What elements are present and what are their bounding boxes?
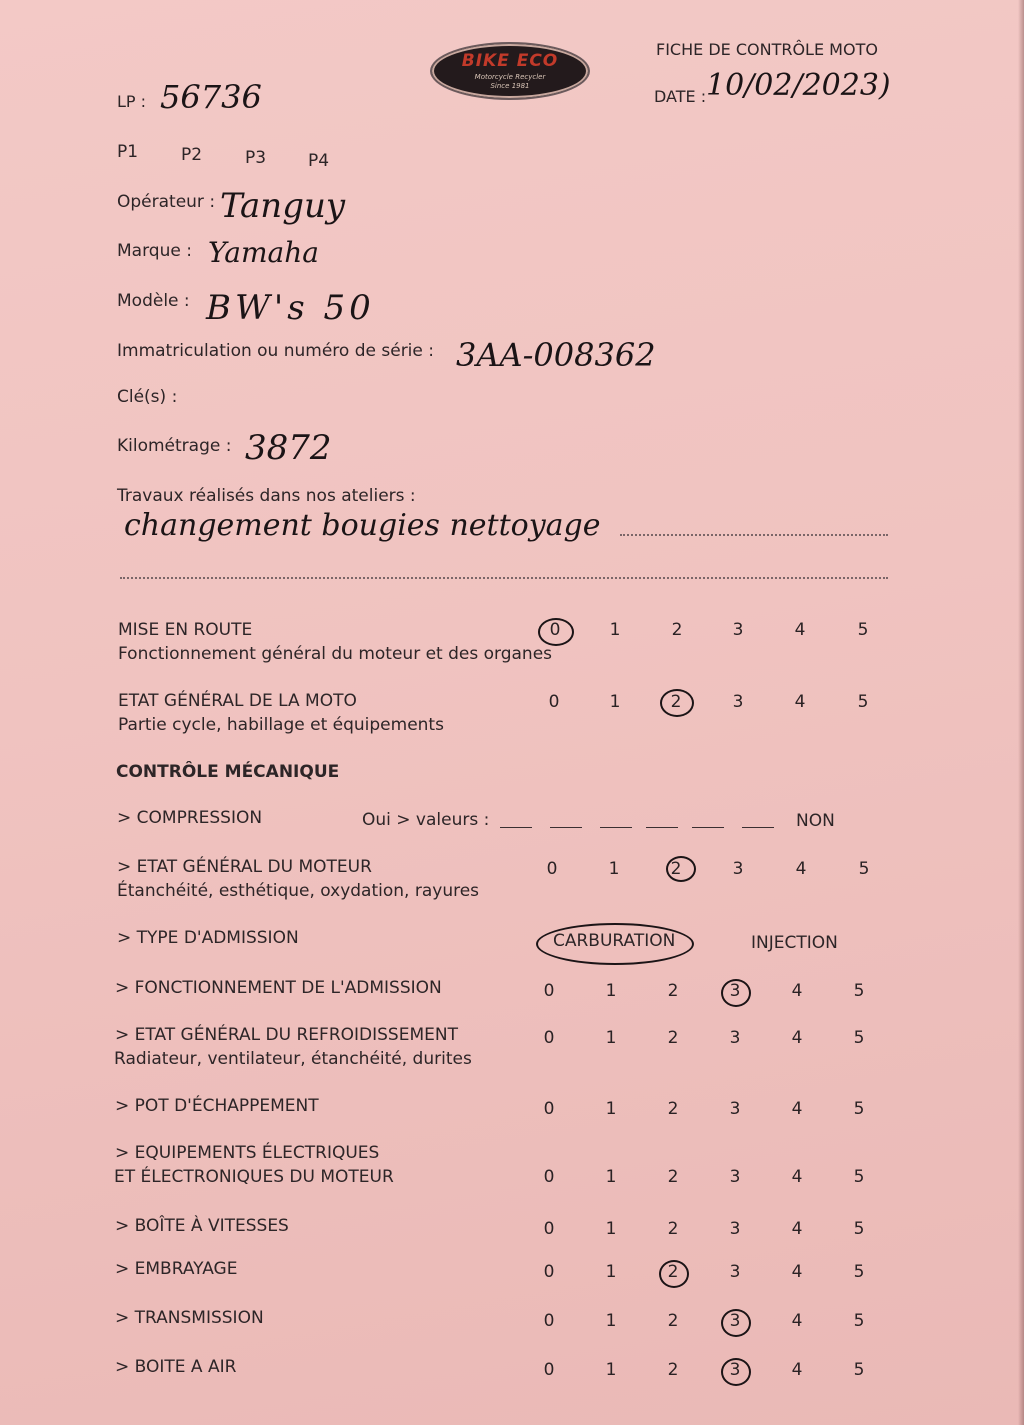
work-label: Travaux réalisés dans nos ateliers : [117,486,416,506]
scale-option: 4 [791,1167,803,1187]
scale-option: 2 [667,1219,679,1239]
scale-option: 5 [857,692,869,712]
date-label: DATE : [654,87,707,106]
rating-sub-etat-moto: Partie cycle, habillage et équipements [118,715,444,735]
scale-option: 3 [729,1262,741,1282]
engine-general-label: > ETAT GÉNÉRAL DU MOTEUR [117,857,372,877]
mech-row-label: > ETAT GÉNÉRAL DU REFROIDISSEMENT [115,1025,458,1045]
scale-option: 3 [729,1167,741,1187]
selection-circle [721,1358,751,1386]
scale-option: 3 [732,620,744,640]
admission-option-injection: INJECTION [751,933,838,953]
admission-option-carburation: CARBURATION [553,931,676,951]
scale-option: 2 [667,1360,679,1380]
position-p2: P2 [181,145,203,165]
compression-blank [742,827,774,828]
scale-option: 4 [791,1219,803,1239]
selection-circle [666,856,696,882]
compression-blank [692,827,724,828]
scale-option: 2 [667,1262,679,1282]
lp-value: 56736 [160,78,262,116]
brand-label: Marque : [117,241,192,261]
mech-row-label: > EQUIPEMENTS ÉLECTRIQUES [115,1143,380,1163]
rating-label-etat-moto: ETAT GÉNÉRAL DE LA MOTO [118,691,357,711]
engine-general-sub: Étanchéité, esthétique, oxydation, rayures [117,881,480,901]
compression-oui: Oui > valeurs : [362,810,490,830]
keys-label: Clé(s) : [117,387,178,407]
scale-option: 1 [605,1262,617,1282]
scale-option: 1 [605,1311,617,1331]
scale-option: 5 [853,1262,865,1282]
scale-option: 0 [543,1028,555,1048]
selection-circle [721,1309,751,1337]
scale-option: 4 [791,1360,803,1380]
mileage-label: Kilométrage : [117,436,232,456]
scale-option: 5 [857,620,869,640]
compression-blank [646,827,678,828]
mileage-value: 3872 [245,428,332,468]
registration-label: Immatriculation ou numéro de série : [117,341,434,361]
scale-option: 2 [670,692,682,712]
bike-eco-logo [430,42,590,100]
scale-option: 5 [853,1219,865,1239]
mech-row-label: > FONCTIONNEMENT DE L'ADMISSION [115,978,442,998]
mech-row-label: > BOÎTE À VITESSES [115,1216,289,1236]
mech-row-label: > TRANSMISSION [115,1308,264,1328]
scale-option: 4 [795,859,807,879]
scale-option: 3 [729,1360,741,1380]
compression-blank [600,827,632,828]
scale-option: 3 [729,1219,741,1239]
selection-circle [660,689,694,717]
logo-tagline-2: Since 1981 [490,82,530,90]
operator-value: Tanguy [220,186,346,226]
scale-option: 0 [546,859,558,879]
brand-value: Yamaha [208,236,319,269]
scale-option: 4 [791,1099,803,1119]
scale-option: 0 [543,1360,555,1380]
scale-option: 2 [671,620,683,640]
operator-label: Opérateur : [117,192,216,212]
selection-circle [721,979,751,1007]
scale-option: 2 [670,859,682,879]
scale-option: 4 [791,1028,803,1048]
scale-option: 0 [543,1099,555,1119]
scale-option: 0 [543,1262,555,1282]
registration-value: 3AA-008362 [456,336,656,374]
position-p3: P3 [245,148,267,168]
scale-option: 4 [791,981,803,1001]
scale-option: 3 [729,1028,741,1048]
scale-option: 3 [729,981,741,1001]
scale-option: 0 [548,692,560,712]
scale-option: 5 [853,1099,865,1119]
scale-option: 2 [667,1028,679,1048]
scale-option: 1 [605,1360,617,1380]
scale-option: 0 [543,1167,555,1187]
admission-type-label: > TYPE D'ADMISSION [117,928,299,948]
scale-option: 1 [605,1219,617,1239]
scale-option: 1 [609,692,621,712]
scale-option: 5 [853,1167,865,1187]
model-label: Modèle : [117,291,190,311]
logo-brand: BIKE ECO [461,51,559,71]
scale-option: 5 [858,859,870,879]
selection-circle [659,1260,689,1288]
scale-option: 2 [667,981,679,1001]
logo-tagline-1: Motorcycle Recycler [474,73,546,81]
compression-non: NON [796,811,835,831]
work-line-1 [620,534,888,536]
scale-option: 4 [791,1262,803,1282]
compression-blank [550,827,582,828]
position-p4: P4 [308,151,330,171]
section-title-mechanical: CONTRÔLE MÉCANIQUE [116,762,340,782]
scale-option: 2 [667,1311,679,1331]
logo-tagline [432,73,588,91]
mech-row-sub: Radiateur, ventilateur, étanchéité, durites [114,1049,472,1069]
scale-option: 1 [605,981,617,1001]
compression-blank [500,827,532,828]
work-line-2 [120,577,888,579]
scale-option: 0 [549,620,561,640]
scale-option: 3 [732,692,744,712]
rating-label-mise-en-route: MISE EN ROUTE [118,620,253,640]
scale-option: 1 [608,859,620,879]
scale-option: 0 [543,1219,555,1239]
selection-ellipse [536,923,694,965]
scale-option: 5 [853,981,865,1001]
position-p1: P1 [117,142,139,162]
scale-option: 5 [853,1028,865,1048]
scale-option: 1 [609,620,621,640]
mech-row-label: > POT D'ÉCHAPPEMENT [115,1096,319,1116]
scale-option: 3 [729,1311,741,1331]
selection-circle [538,618,574,646]
scale-option: 0 [543,981,555,1001]
mech-row-label: > EMBRAYAGE [115,1259,238,1279]
mech-row-sub: ET ÉLECTRONIQUES DU MOTEUR [114,1167,394,1187]
model-value: BW's 50 [206,288,375,328]
date-value: 10/02/2023) [706,68,891,103]
scale-option: 0 [543,1311,555,1331]
mech-row-label: > BOITE A AIR [115,1357,237,1377]
scale-option: 4 [791,1311,803,1331]
scale-option: 1 [605,1099,617,1119]
work-value: changement bougies nettoyage [124,508,601,543]
scale-option: 1 [605,1028,617,1048]
scale-option: 3 [729,1099,741,1119]
scale-option: 5 [853,1311,865,1331]
paper-edge-shadow [1018,0,1024,1425]
scale-option: 4 [794,692,806,712]
scale-option: 5 [853,1360,865,1380]
rating-sub-mise-en-route: Fonctionnement général du moteur et des organes [118,644,553,664]
scale-option: 1 [605,1167,617,1187]
lp-label: LP : [117,92,147,111]
scale-option: 2 [667,1099,679,1119]
scale-option: 2 [667,1167,679,1187]
scale-option: 4 [794,620,806,640]
compression-label: > COMPRESSION [117,808,263,828]
sheet-title: FICHE DE CONTRÔLE MOTO [656,40,878,59]
scale-option: 3 [732,859,744,879]
